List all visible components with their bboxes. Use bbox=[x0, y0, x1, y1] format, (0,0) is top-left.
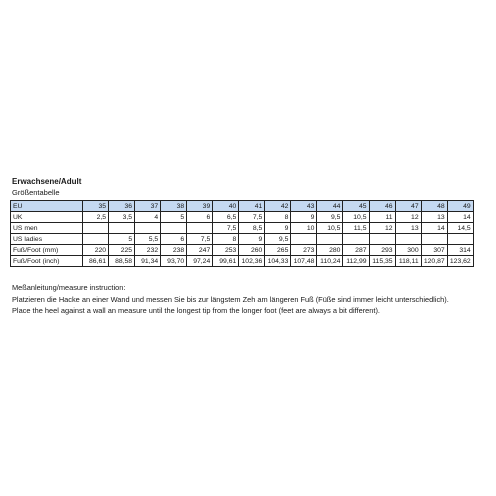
table-cell: 5,5 bbox=[135, 234, 161, 245]
table-cell: 107,48 bbox=[291, 256, 317, 267]
table-cell: 9 bbox=[291, 212, 317, 223]
table-cell: 9,5 bbox=[265, 234, 291, 245]
table-cell: 99,61 bbox=[213, 256, 239, 267]
table-cell bbox=[109, 223, 135, 234]
table-cell: 14 bbox=[421, 223, 447, 234]
table-cell bbox=[135, 223, 161, 234]
table-cell: 112,99 bbox=[343, 256, 369, 267]
chart-subheading: Größentabelle bbox=[12, 188, 60, 197]
table-cell: 307 bbox=[421, 245, 447, 256]
table-cell: 220 bbox=[83, 245, 109, 256]
table-cell: 45 bbox=[343, 201, 369, 212]
instructions-english: Place the heel against a wall an measure until the longest tip from the longer foot (feet are always a bit different). bbox=[12, 306, 380, 315]
table-cell bbox=[291, 234, 317, 245]
us-ladies-row bbox=[11, 234, 474, 245]
table-cell: 102,36 bbox=[239, 256, 265, 267]
uk-row bbox=[11, 212, 474, 223]
table-cell: 49 bbox=[447, 201, 473, 212]
table-cell bbox=[369, 234, 395, 245]
table-cell: 40 bbox=[213, 201, 239, 212]
table-cell: 8 bbox=[265, 212, 291, 223]
table-cell: 42 bbox=[265, 201, 291, 212]
table-cell bbox=[343, 234, 369, 245]
table-cell: 88,58 bbox=[109, 256, 135, 267]
row-label: EU bbox=[11, 201, 83, 212]
measure-instructions bbox=[12, 282, 449, 317]
table-cell: 4 bbox=[135, 212, 161, 223]
table-cell: 37 bbox=[135, 201, 161, 212]
row-label: Fuß/Foot (mm) bbox=[11, 245, 83, 256]
table-cell: 47 bbox=[395, 201, 421, 212]
table-cell: 48 bbox=[421, 201, 447, 212]
table-cell: 14 bbox=[447, 212, 473, 223]
table-cell: 11,5 bbox=[343, 223, 369, 234]
row-label: UK bbox=[11, 212, 83, 223]
table-cell: 115,35 bbox=[369, 256, 395, 267]
table-cell: 39 bbox=[187, 201, 213, 212]
table-cell: 10,5 bbox=[343, 212, 369, 223]
chart-heading: Erwachsene/Adult bbox=[12, 177, 82, 186]
table-cell: 86,61 bbox=[83, 256, 109, 267]
table-cell: 2,5 bbox=[83, 212, 109, 223]
table-cell: 6 bbox=[187, 212, 213, 223]
table-cell: 14,5 bbox=[447, 223, 473, 234]
table-cell: 260 bbox=[239, 245, 265, 256]
table-cell: 9 bbox=[239, 234, 265, 245]
table-cell: 7,5 bbox=[239, 212, 265, 223]
table-cell: 104,33 bbox=[265, 256, 291, 267]
table-cell: 41 bbox=[239, 201, 265, 212]
table-cell: 287 bbox=[343, 245, 369, 256]
table-cell: 93,70 bbox=[161, 256, 187, 267]
table-cell: 280 bbox=[317, 245, 343, 256]
table-cell: 118,11 bbox=[395, 256, 421, 267]
table-cell: 12 bbox=[369, 223, 395, 234]
table-cell bbox=[447, 234, 473, 245]
table-cell: 238 bbox=[161, 245, 187, 256]
row-label: US men bbox=[11, 223, 83, 234]
table-cell bbox=[187, 223, 213, 234]
table-cell: 5 bbox=[161, 212, 187, 223]
table-cell: 225 bbox=[109, 245, 135, 256]
table-cell: 7,5 bbox=[213, 223, 239, 234]
table-cell bbox=[317, 234, 343, 245]
table-cell: 247 bbox=[187, 245, 213, 256]
instructions-german: Platzieren die Hacke an einer Wand und messen Sie bis zur längstem Zeh am längeren Fuß (Füße sind immer leicht unterschiedlich). bbox=[12, 294, 449, 304]
table-cell: 6,5 bbox=[213, 212, 239, 223]
table-cell: 8 bbox=[213, 234, 239, 245]
table-cell: 3,5 bbox=[109, 212, 135, 223]
row-label: Fuß/Foot (inch) bbox=[11, 256, 83, 267]
table-cell: 43 bbox=[291, 201, 317, 212]
table-cell: 314 bbox=[447, 245, 473, 256]
table-cell bbox=[395, 234, 421, 245]
table-cell: 8,5 bbox=[239, 223, 265, 234]
size-table-body bbox=[11, 201, 474, 267]
table-cell bbox=[83, 223, 109, 234]
instructions-title: Meßanleitung/measure instruction: bbox=[12, 283, 126, 292]
table-cell: 7,5 bbox=[187, 234, 213, 245]
table-cell: 10 bbox=[291, 223, 317, 234]
table-cell: 36 bbox=[109, 201, 135, 212]
table-cell bbox=[83, 234, 109, 245]
table-cell: 12 bbox=[395, 212, 421, 223]
table-cell: 5 bbox=[109, 234, 135, 245]
table-cell: 97,24 bbox=[187, 256, 213, 267]
table-cell: 110,24 bbox=[317, 256, 343, 267]
foot-mm-row bbox=[11, 245, 474, 256]
us-men-row bbox=[11, 223, 474, 234]
table-cell bbox=[161, 223, 187, 234]
table-cell: 232 bbox=[135, 245, 161, 256]
table-cell: 44 bbox=[317, 201, 343, 212]
table-cell: 11 bbox=[369, 212, 395, 223]
table-cell: 6 bbox=[161, 234, 187, 245]
eu-row bbox=[11, 201, 474, 212]
table-cell: 38 bbox=[161, 201, 187, 212]
table-cell: 13 bbox=[395, 223, 421, 234]
table-cell: 265 bbox=[265, 245, 291, 256]
table-cell bbox=[421, 234, 447, 245]
table-cell: 123,62 bbox=[447, 256, 473, 267]
table-cell: 273 bbox=[291, 245, 317, 256]
table-cell: 120,87 bbox=[421, 256, 447, 267]
table-cell: 13 bbox=[421, 212, 447, 223]
table-cell: 9,5 bbox=[317, 212, 343, 223]
table-cell: 253 bbox=[213, 245, 239, 256]
foot-inch-row bbox=[11, 256, 474, 267]
size-table bbox=[10, 200, 474, 267]
table-cell: 10,5 bbox=[317, 223, 343, 234]
row-label: US ladies bbox=[11, 234, 83, 245]
table-cell: 293 bbox=[369, 245, 395, 256]
table-cell: 300 bbox=[395, 245, 421, 256]
table-cell: 91,34 bbox=[135, 256, 161, 267]
table-cell: 9 bbox=[265, 223, 291, 234]
table-cell: 46 bbox=[369, 201, 395, 212]
table-cell: 35 bbox=[83, 201, 109, 212]
